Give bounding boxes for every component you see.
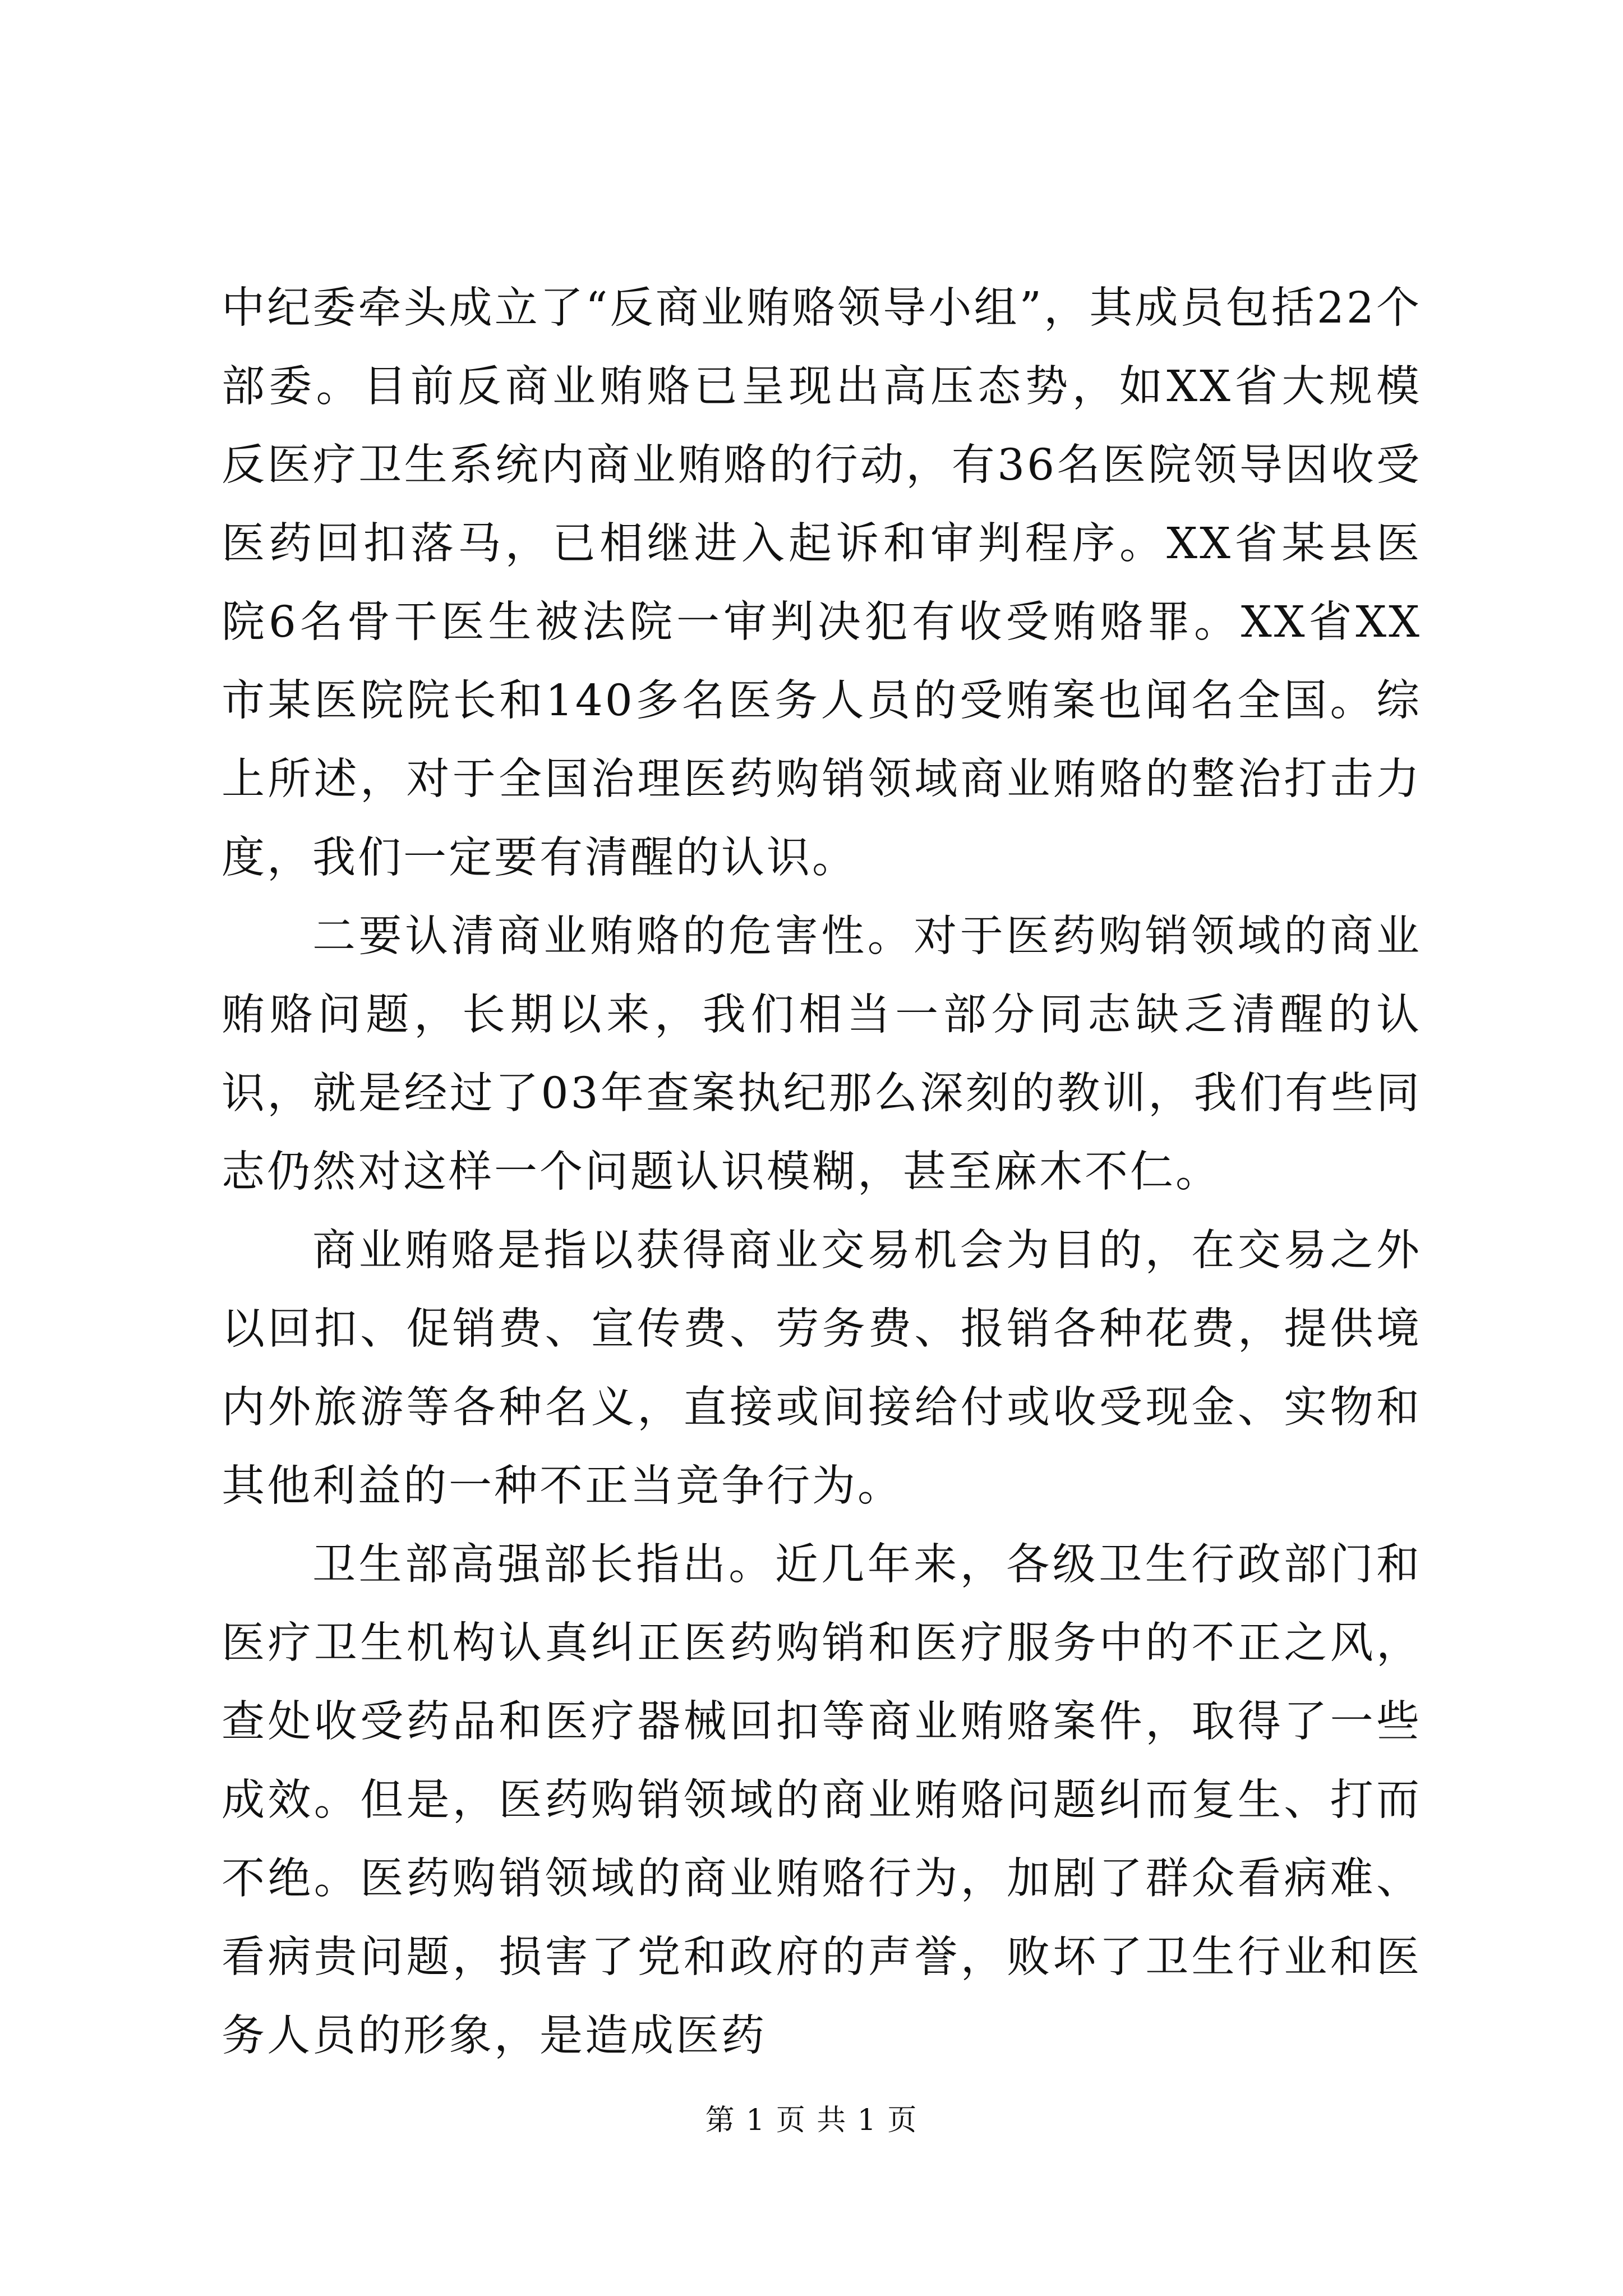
document-body [222, 269, 1422, 2076]
paragraph-3: 商业贿赂是指以获得商业交易机会为目的，在交易之外以回扣、促销费、宣传费、劳务费、报销各种花费，提供境内外旅游等各种名义，直接或间接给付或收受现金、实物和其他利益的一种不正当竞争行为。 [222, 1226, 1422, 1511]
page-footer [0, 2101, 1623, 2140]
page-number-label: 第 1 页 共 1 页 [705, 2104, 918, 2137]
paragraph-4: 卫生部高强部长指出。近几年来，各级卫生行政部门和医疗卫生机构认真纠正医药购销和医疗服务中的不正之风，查处收受药品和医疗器械回扣等商业贿赂案件，取得了一些成效。但是，医药购销领域的商业贿赂问题纠而复生、打而不绝。医药购销领域的商业贿赂行为，加剧了群众看病难、看病贵问题，损害了党和政府的声誉，败坏了卫生行业和医务人员的形象，是造成医药 [222, 1540, 1422, 2061]
paragraph-1: 中纪委牵头成立了“反商业贿赂领导小组”，其成员包括22个部委。目前反商业贿赂已呈现出高压态势，如XX省大规模反医疗卫生系统内商业贿赂的行动，有36名医院领导因收受医药回扣落马，已相继进入起诉和审判程序。XX省某县医院6名骨干医生被法院一审判决犯有收受贿赂罪。XX省XX市某医院院长和140多名医务人员的受贿案也闻名全国。综上所述，对于全国治理医药购销领域商业贿赂的整治打击力度，我们一定要有清醒的认识。 [222, 283, 1422, 883]
paragraph-2: 二要认清商业贿赂的危害性。对于医药购销领域的商业贿赂问题，长期以来，我们相当一部分同志缺乏清醒的认识，就是经过了03年查案执纪那么深刻的教训，我们有些同志仍然对这样一个问题认识模糊，甚至麻木不仁。 [222, 912, 1422, 1197]
